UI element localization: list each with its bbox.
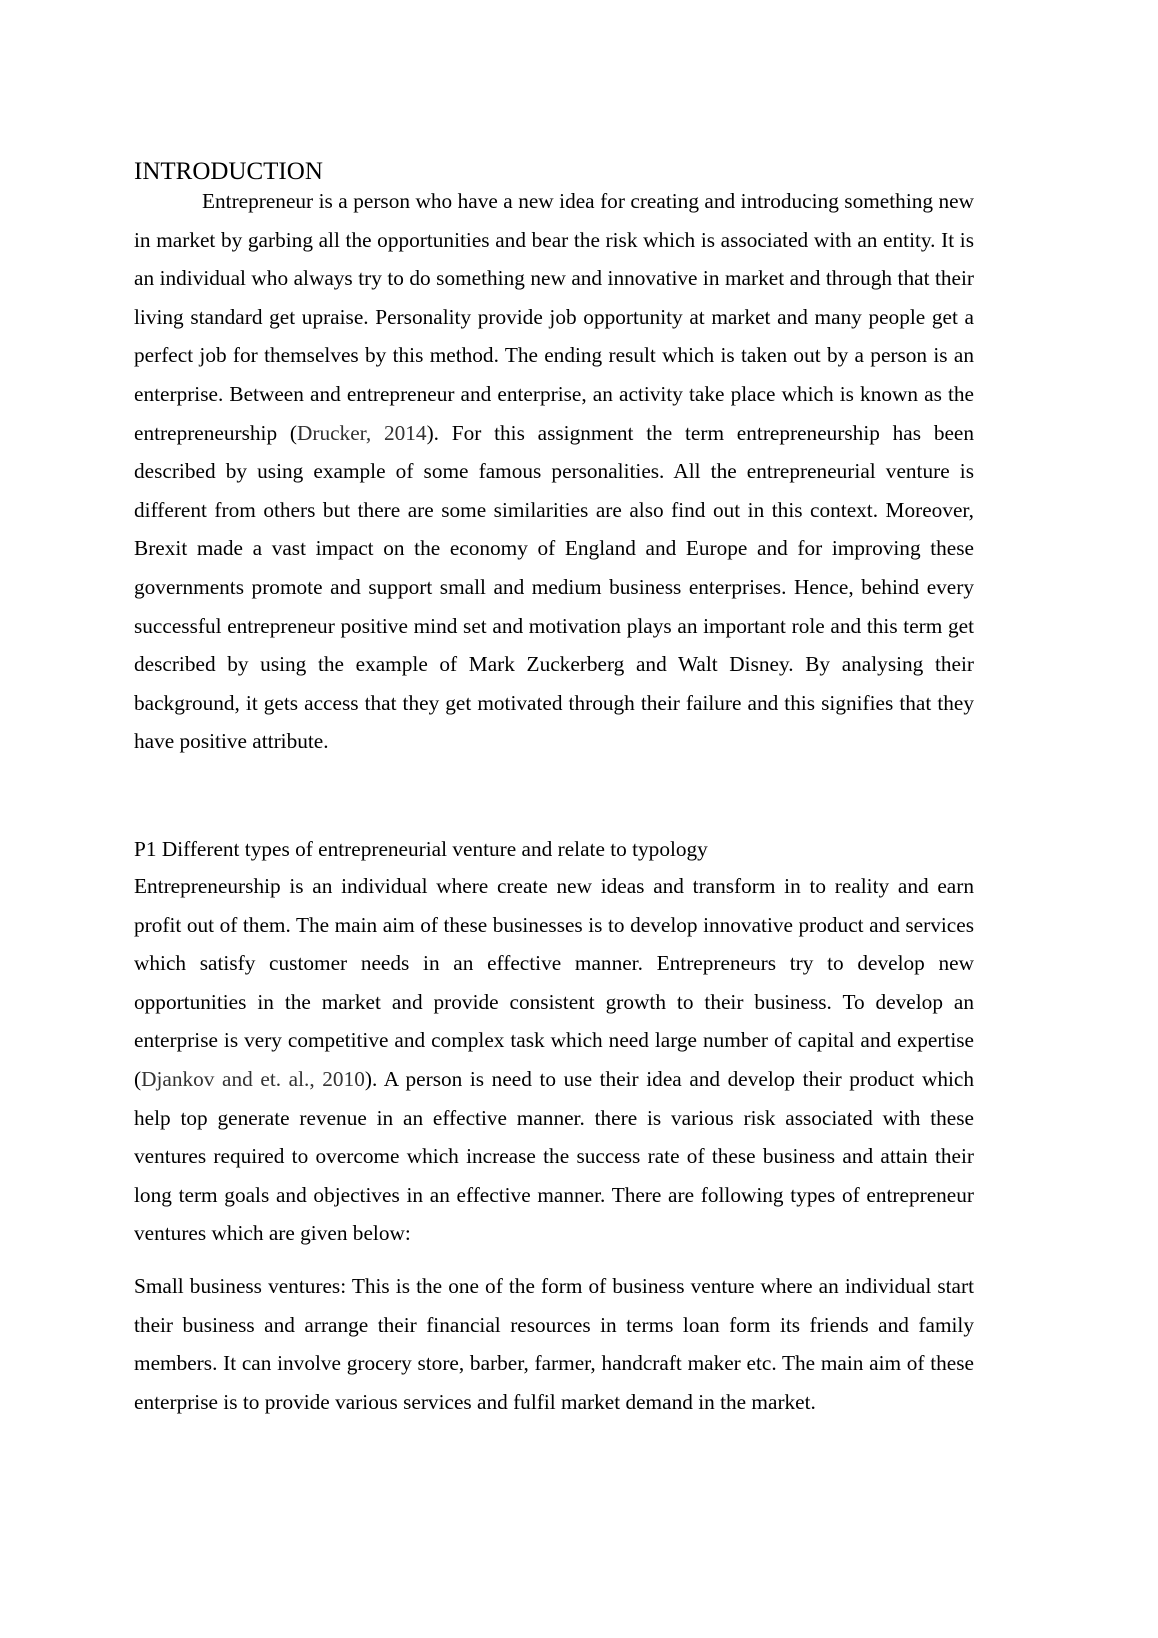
introduction-heading: INTRODUCTION	[134, 158, 323, 185]
intro-text-part-1: Entrepreneur is a person who have a new idea for creating and introducing something new in market by garbing all the opportunities and bear the risk which is associated with an entity. It is an individual who always try to do something new and innovative in market and through that their living standard get upraise. Personality provide job opportunity at market and many people get a perfect job for themselves by this method. The ending result which is taken out by a person is an enterprise. Between and entrepreneur and enterprise, an activity take place which is known as the entrepreneurship (	[134, 189, 974, 445]
p1-section-heading: P1 Different types of entrepreneurial venture and relate to typology	[134, 837, 708, 861]
introduction-paragraph	[134, 182, 974, 761]
p1-paragraph	[134, 867, 974, 1253]
intro-text-part-2: ). For this assignment the term entrepreneurship has been described by using example of some famous personalities. All the entrepreneurial venture is different from others but there are some similarities are also find out in this context. Moreover, Brexit made a vast impact on the economy of England and Europe and for improving these governments promote and support small and medium business enterprises. Hence, behind every successful entrepreneur positive mind set and motivation plays an important role and this term get described by using the example of Mark Zuckerberg and Walt Disney. By analysing their background, it gets access that they get motivated through their failure and this signifies that they have positive attribute.	[134, 420, 975, 754]
small-business-ventures-paragraph: Small business ventures: This is the one of the form of business venture where an individual start their business and arrange their financial resources in terms loan form its friends and family members. It can involve grocery store, barber, farmer, handcraft maker etc. The main aim of these enterprise is to provide various services and fulfil market demand in the market.	[134, 1274, 974, 1414]
citation-djankov: Djankov and et. al., 2010	[141, 1066, 365, 1091]
p1-text-part-1: Entrepreneurship is an individual where create new ideas and transform in to reality and earn profit out of them. The main aim of these businesses is to develop innovative product and services which satisfy customer needs in an effective manner. Entrepreneurs try to develop new opportunities in the market and provide consistent growth to their business. To develop an enterprise is very competitive and complex task which need large number of capital and expertise (	[134, 874, 974, 1091]
p1-text-part-2: ). A person is need to use their idea and develop their product which help top generate revenue in an effective manner. there is various risk associated with these ventures required to overcome which increase the success rate of these business and attain their long term goals and objectives in an effective manner. There are following types of entrepreneur ventures which are given below:	[134, 1066, 974, 1246]
citation-drucker: Drucker, 2014	[296, 420, 427, 445]
